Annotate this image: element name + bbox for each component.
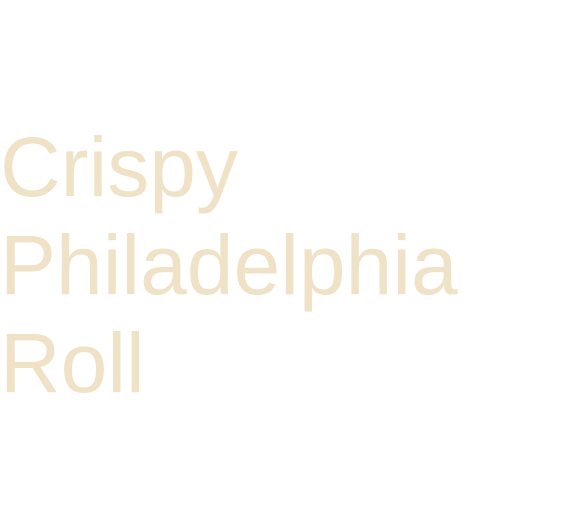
dish-title-line-1: Crispy: [0, 120, 239, 214]
dish-title-line-2: Philadelphia: [0, 218, 458, 312]
dish-title-line-3: Roll: [0, 316, 145, 410]
dish-title: [0, 118, 458, 412]
